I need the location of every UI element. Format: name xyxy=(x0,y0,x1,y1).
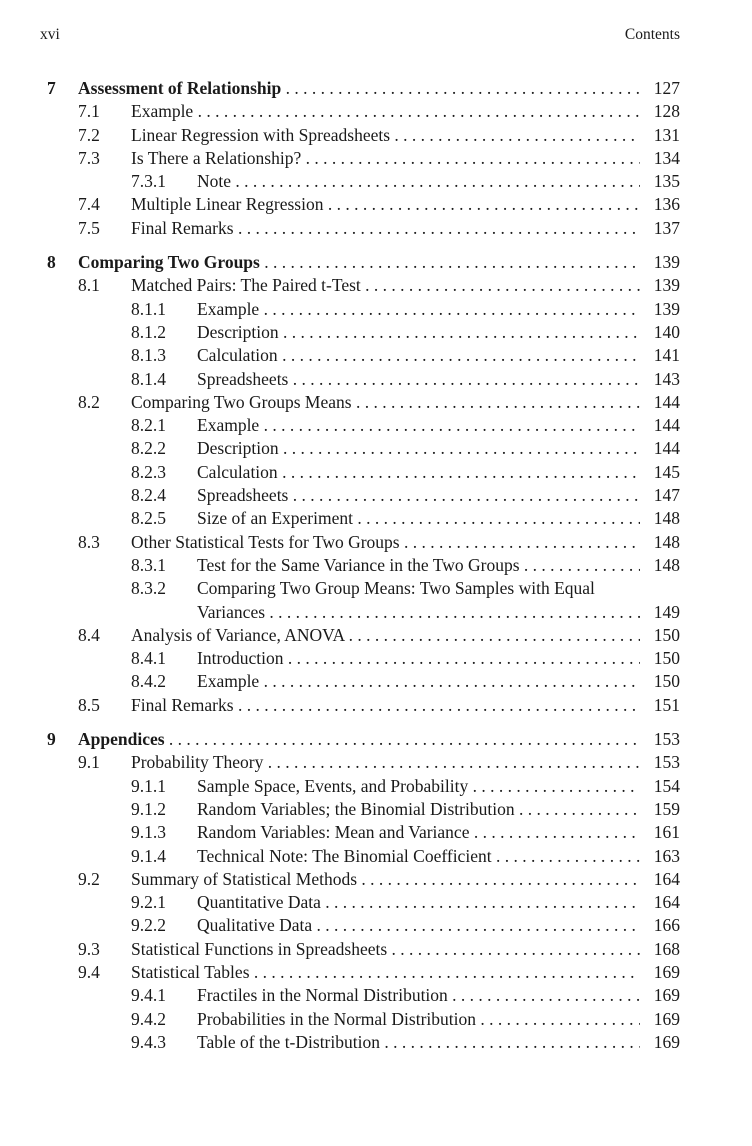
toc-title xyxy=(197,648,640,669)
toc-page-number: 163 xyxy=(653,845,680,866)
toc-page-number: 144 xyxy=(653,391,680,412)
toc-page-number: 151 xyxy=(653,694,680,715)
toc-title-text: Calculation xyxy=(197,461,278,482)
toc-title xyxy=(197,892,640,913)
toc-page-number: 150 xyxy=(653,648,680,669)
toc-title-text: Summary of Statistical Methods xyxy=(131,868,358,889)
toc-title xyxy=(131,625,640,646)
toc-section[interactable] xyxy=(0,125,752,148)
toc-title xyxy=(197,985,640,1006)
toc-number: 9 xyxy=(47,729,56,750)
toc-number: 7.3 xyxy=(78,147,100,168)
toc-number: 8.5 xyxy=(78,694,100,715)
toc-number: 8.1.4 xyxy=(131,368,166,389)
toc-section[interactable] xyxy=(0,869,752,892)
toc-number: 8.1.1 xyxy=(131,298,166,319)
toc-title xyxy=(197,822,640,843)
toc-section[interactable] xyxy=(0,194,752,217)
toc-page-number: 161 xyxy=(653,822,680,843)
toc-page-number: 148 xyxy=(653,508,680,529)
toc-page-number: 164 xyxy=(653,892,680,913)
toc-subsection[interactable] xyxy=(0,1009,752,1032)
toc-title-text: Example xyxy=(197,298,260,319)
toc-title xyxy=(78,78,640,99)
toc-subsection[interactable] xyxy=(0,846,752,869)
toc-number: 9.4.1 xyxy=(131,985,166,1006)
toc-title-text: Example xyxy=(131,101,194,122)
toc-number: 8.2.5 xyxy=(131,508,166,529)
toc-number: 9.1.1 xyxy=(131,775,166,796)
toc-number: 8.2 xyxy=(78,391,100,412)
toc-number: 9.2.1 xyxy=(131,892,166,913)
toc-title-text: Example xyxy=(197,671,260,692)
toc-number: 8.1.2 xyxy=(131,321,166,342)
toc-subsection[interactable] xyxy=(0,776,752,799)
toc-title-text: Description xyxy=(197,438,279,459)
toc-title-text: Calculation xyxy=(197,345,278,366)
toc-title xyxy=(197,799,640,820)
page-number: xvi xyxy=(40,26,60,43)
toc-page-number: 169 xyxy=(653,1031,680,1052)
toc-title xyxy=(197,438,640,459)
running-head-title: Contents xyxy=(624,26,680,43)
toc-subsection[interactable] xyxy=(0,1032,752,1055)
toc-number: 9.2 xyxy=(78,868,100,889)
toc-title xyxy=(131,695,640,716)
toc-number: 8.2.1 xyxy=(131,415,166,436)
toc-subsection[interactable] xyxy=(0,322,752,345)
toc-number: 8.3.1 xyxy=(131,554,166,575)
toc-title-text: Quantitative Data xyxy=(197,892,321,913)
toc-title xyxy=(197,915,640,936)
toc-title xyxy=(197,671,640,692)
toc-title-text: Comparing Two Groups Means xyxy=(131,391,352,412)
toc-title xyxy=(131,275,640,296)
toc-page-number: 154 xyxy=(653,775,680,796)
toc-title xyxy=(197,299,640,320)
toc-title xyxy=(78,729,640,750)
toc-subsection[interactable] xyxy=(0,438,752,461)
toc-title-text: Spreadsheets xyxy=(197,485,289,506)
toc-number: 8.2.4 xyxy=(131,485,166,506)
toc-number: 8.3 xyxy=(78,531,100,552)
toc-title-text: Example xyxy=(197,415,260,436)
toc-number: 9.4.3 xyxy=(131,1031,166,1052)
toc-title xyxy=(78,252,640,273)
toc-page-number: 150 xyxy=(653,671,680,692)
toc-title xyxy=(197,485,640,506)
toc-title-text: Note xyxy=(197,171,232,192)
toc-subsection[interactable] xyxy=(0,648,752,671)
toc-number: 8.4.2 xyxy=(131,671,166,692)
toc-page-number: 131 xyxy=(653,124,680,145)
toc-section[interactable] xyxy=(0,752,752,775)
toc-section[interactable] xyxy=(0,939,752,962)
toc-page-number: 141 xyxy=(653,345,680,366)
toc-title-text: Size of an Experiment xyxy=(197,508,353,529)
toc-subsection[interactable] xyxy=(0,369,752,392)
toc-title-text: Other Statistical Tests for Two Groups xyxy=(131,531,400,552)
toc-title xyxy=(131,148,640,169)
table-of-contents xyxy=(0,78,752,1055)
toc-subsection[interactable] xyxy=(0,171,752,194)
toc-page-number: 166 xyxy=(653,915,680,936)
toc-number: 7.2 xyxy=(78,124,100,145)
toc-page-number: 140 xyxy=(653,321,680,342)
toc-page-number: 127 xyxy=(653,78,680,98)
toc-subsection[interactable] xyxy=(0,799,752,822)
toc-number: 9.3 xyxy=(78,938,100,959)
toc-page-number: 148 xyxy=(653,531,680,552)
toc-title-text: Matched Pairs: The Paired t-Test xyxy=(131,275,361,296)
toc-title-text: Sample Space, Events, and Probability xyxy=(197,775,469,796)
toc-page-number: 128 xyxy=(653,101,680,122)
toc-section[interactable] xyxy=(0,695,752,718)
toc-page-number: 168 xyxy=(653,938,680,959)
toc-page-number: 137 xyxy=(653,217,680,238)
toc-chapter[interactable] xyxy=(0,729,752,752)
toc-page-number: 139 xyxy=(653,252,680,273)
toc-number: 8.2.3 xyxy=(131,461,166,482)
toc-title-text: Final Remarks xyxy=(131,694,234,715)
toc-title-text: Linear Regression with Spreadsheets xyxy=(131,124,391,145)
toc-subsection[interactable] xyxy=(0,485,752,508)
toc-page-number: 164 xyxy=(653,868,680,889)
toc-number: 9.1.2 xyxy=(131,798,166,819)
toc-subsection[interactable] xyxy=(0,508,752,531)
toc-number: 7 xyxy=(47,78,56,98)
toc-title xyxy=(197,345,640,366)
toc-subsection[interactable] xyxy=(0,578,752,601)
toc-title-text: Final Remarks xyxy=(131,217,234,238)
running-header xyxy=(40,26,680,48)
toc-title-text: Is There a Relationship? xyxy=(131,147,302,168)
toc-title xyxy=(131,194,640,215)
toc-subsection[interactable] xyxy=(0,985,752,1008)
toc-subsection[interactable] xyxy=(0,671,752,694)
toc-title xyxy=(131,532,640,553)
toc-title xyxy=(131,939,640,960)
toc-page-number: 169 xyxy=(653,985,680,1006)
toc-title-text: Table of the t-Distribution xyxy=(197,1031,380,1052)
toc-title-text: Appendices xyxy=(78,729,165,750)
toc-page-number: 144 xyxy=(653,438,680,459)
toc-title xyxy=(197,602,640,623)
toc-section[interactable] xyxy=(0,532,752,555)
toc-page-number: 135 xyxy=(653,171,680,192)
toc-title-text: Test for the Same Variance in the Two Groups xyxy=(197,554,520,575)
toc-title-text: Probability Theory xyxy=(131,752,264,773)
toc-number: 9.2.2 xyxy=(131,915,166,936)
toc-number: 7.4 xyxy=(78,194,100,215)
toc-section[interactable] xyxy=(0,625,752,648)
toc-number: 9.4.2 xyxy=(131,1008,166,1029)
toc-page-number: 139 xyxy=(653,298,680,319)
toc-title xyxy=(197,171,640,192)
toc-page-number: 139 xyxy=(653,275,680,296)
toc-title-text: Comparing Two Group Means: Two Samples with Equal xyxy=(197,578,595,599)
toc-title xyxy=(197,415,640,436)
toc-title-text: Variances xyxy=(197,601,266,622)
toc-title-text: Statistical Tables xyxy=(131,961,250,982)
toc-section[interactable] xyxy=(0,275,752,298)
toc-title xyxy=(197,1009,640,1030)
toc-number: 9.1.3 xyxy=(131,822,166,843)
toc-title xyxy=(131,101,640,122)
toc-title xyxy=(197,322,640,343)
toc-title-text: Technical Note: The Binomial Coefficient xyxy=(197,845,492,866)
toc-title-text: Random Variables: Mean and Variance xyxy=(197,822,470,843)
toc-page-number: 149 xyxy=(653,601,680,622)
toc-number: 8.4 xyxy=(78,624,100,645)
toc-subsection[interactable] xyxy=(0,345,752,368)
toc-subsection[interactable] xyxy=(0,915,752,938)
toc-title xyxy=(131,218,640,239)
toc-title xyxy=(197,1032,640,1053)
toc-section[interactable] xyxy=(0,148,752,171)
toc-section[interactable] xyxy=(0,101,752,124)
toc-number: 8.1 xyxy=(78,275,100,296)
toc-number: 7.1 xyxy=(78,101,100,122)
toc-number: 7.5 xyxy=(78,217,100,238)
toc-title-text: Description xyxy=(197,321,279,342)
toc-title-text: Multiple Linear Regression xyxy=(131,194,324,215)
toc-number: 8 xyxy=(47,252,56,273)
toc-section[interactable] xyxy=(0,218,752,241)
toc-subsection[interactable] xyxy=(0,822,752,845)
toc-page-number: 150 xyxy=(653,624,680,645)
toc-title xyxy=(131,869,640,890)
toc-title xyxy=(197,462,640,483)
toc-title xyxy=(197,369,640,390)
toc-page-number: 147 xyxy=(653,485,680,506)
toc-title-text: Statistical Functions in Spreadsheets xyxy=(131,938,388,959)
toc-subsection[interactable] xyxy=(0,555,752,578)
toc-chapter[interactable] xyxy=(0,252,752,275)
toc-title-text: Assessment of Relationship xyxy=(78,78,282,98)
toc-section[interactable] xyxy=(0,392,752,415)
toc-title xyxy=(197,555,640,576)
toc-page-number: 136 xyxy=(653,194,680,215)
toc-page-number: 169 xyxy=(653,961,680,982)
toc-page-number: 159 xyxy=(653,798,680,819)
toc-title xyxy=(131,125,640,146)
toc-title-text: Introduction xyxy=(197,648,284,669)
toc-page-number: 134 xyxy=(653,147,680,168)
toc-title-text: Analysis of Variance, ANOVA xyxy=(131,624,345,645)
toc-page-number: 143 xyxy=(653,368,680,389)
toc-number: 8.3.2 xyxy=(131,578,166,599)
toc-title-text: Comparing Two Groups xyxy=(78,252,260,273)
toc-title-text: Probabilities in the Normal Distribution xyxy=(197,1008,477,1029)
toc-subsection[interactable] xyxy=(0,299,752,322)
toc-number: 8.4.1 xyxy=(131,648,166,669)
toc-subsection[interactable] xyxy=(0,892,752,915)
toc-page-number: 169 xyxy=(653,1008,680,1029)
toc-number: 9.1.4 xyxy=(131,845,166,866)
toc-page-number: 145 xyxy=(653,461,680,482)
toc-title-text: Fractiles in the Normal Distribution xyxy=(197,985,448,1006)
toc-title xyxy=(197,508,640,529)
toc-subsection-continued[interactable] xyxy=(0,602,752,625)
toc-title-text: Random Variables; the Binomial Distribution xyxy=(197,798,515,819)
toc-page-number: 153 xyxy=(653,752,680,773)
toc-subsection[interactable] xyxy=(0,462,752,485)
toc-title xyxy=(131,392,640,413)
toc-page-number: 144 xyxy=(653,415,680,436)
toc-title xyxy=(131,962,640,983)
toc-number: 9.1 xyxy=(78,752,100,773)
toc-title xyxy=(197,578,640,599)
toc-subsection[interactable] xyxy=(0,415,752,438)
toc-number: 8.2.2 xyxy=(131,438,166,459)
toc-title-text: Qualitative Data xyxy=(197,915,313,936)
toc-title xyxy=(131,752,640,773)
toc-title xyxy=(197,776,640,797)
toc-section[interactable] xyxy=(0,962,752,985)
toc-number: 8.1.3 xyxy=(131,345,166,366)
toc-chapter[interactable] xyxy=(0,78,752,101)
toc-title-text: Spreadsheets xyxy=(197,368,289,389)
toc-title xyxy=(197,846,640,867)
toc-page-number: 153 xyxy=(653,729,680,750)
toc-number: 9.4 xyxy=(78,961,100,982)
toc-page-number: 148 xyxy=(653,554,680,575)
toc-number: 7.3.1 xyxy=(131,171,166,192)
